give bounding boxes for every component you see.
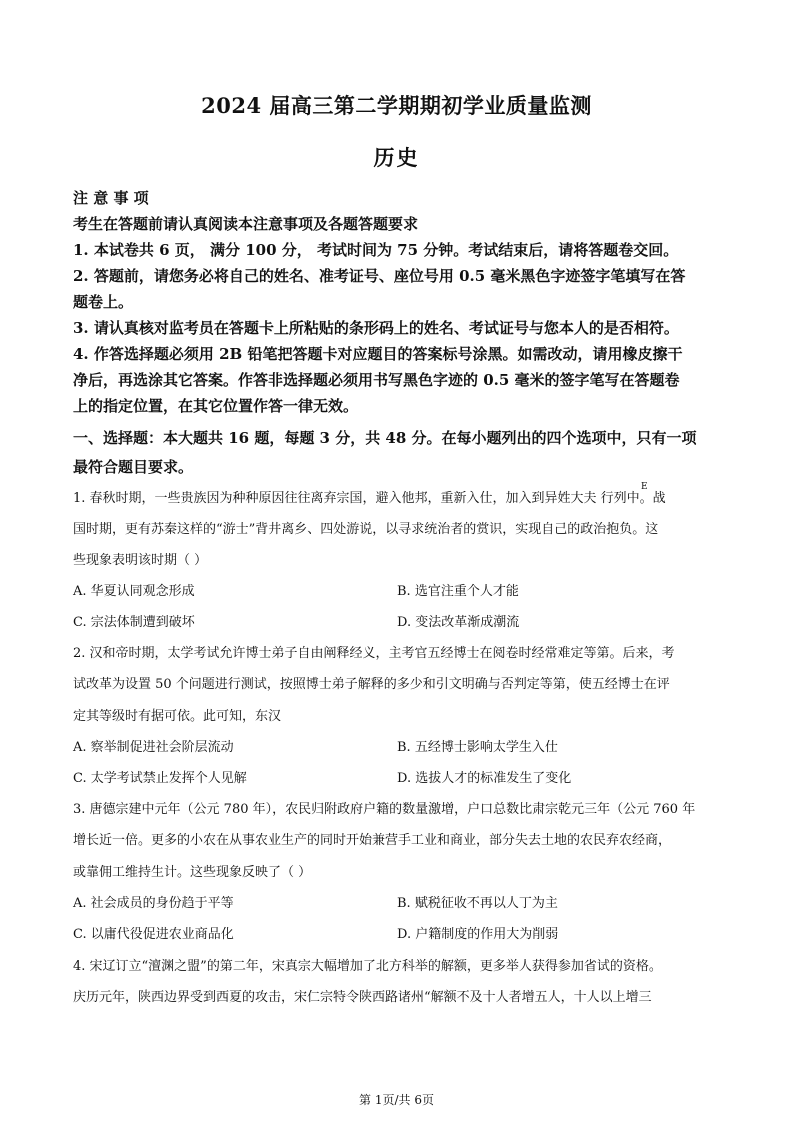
question-1-text: 国时期，更有苏秦这样的“游士”背井离乡、四处游说，以寻求统治者的赏识，实现自己的政治抱负。这: [73, 522, 659, 537]
question-2-option-c: C. 太学考试禁止发挥个人见解: [73, 771, 247, 786]
question-2-option-b: B. 五经博士影响太学生入仕: [397, 740, 558, 755]
question-2-text: 试改革为设置 50 个问题进行测试，按照博士弟子解释的多少和引文明确与否判定等第，使五经博士在评: [73, 677, 670, 692]
question-2-option-a: A. 察举制促进社会阶层流动: [73, 740, 234, 755]
notice-line: 3. 请认真核对监考员在答题卡上所粘贴的条形码上的姓名、考试证号与您本人的是否相符。: [73, 319, 679, 337]
question-2-option-d: D. 选拔人才的标准发生了变化: [397, 771, 572, 786]
notice-line: 上的指定位置，在其它位置作答一律无效。: [73, 397, 359, 415]
question-1-option-c: C. 宗法体制遭到破坏: [73, 615, 195, 630]
notice-line: 1. 本试卷共 6 页， 满分 100 分， 考试时间为 75 分钟。考试结束后，请将答题卷交回。: [73, 241, 679, 259]
notice-line: 题卷上。: [73, 293, 134, 311]
question-1-option-b: B. 选官注重个人才能: [397, 584, 519, 599]
question-1-option-a: A. 华夏认同观念形成: [73, 584, 195, 599]
section-heading: 一、选择题：本大题共 16 题，每题 3 分，共 48 分。在每小题列出的四个选项中，只有一项: [73, 429, 697, 447]
question-3-text: 3. 唐德宗建中元年（公元 780 年），农民归附政府户籍的数量激增，户口总数比肃宗乾元三年（公元 760 年: [73, 802, 696, 817]
small-mark: E: [641, 482, 648, 492]
question-4-text: 庆历元年，陕西边界受到西夏的攻击，宋仁宗特令陕西路诸州“解额不及十人者增五人，十人以上增三: [73, 990, 652, 1005]
page-number: 第 1页/共 6页: [359, 1093, 434, 1107]
notice-heading: 注 意 事 项: [73, 189, 149, 207]
subject-title: 历史: [373, 145, 420, 170]
notice-line: 4. 作答选择题必须用 2B 铅笔把答题卡对应题目的答案标号涂黑。如需改动，请用橡皮擦干: [73, 345, 683, 363]
question-3-option-d: D. 户籍制度的作用大为削弱: [397, 927, 559, 942]
question-3-text: 增长近一倍。更多的小农在从事农业生产的同时开始兼营手工业和商业，部分失去土地的农民弃农经商，: [73, 833, 672, 848]
question-2-text: 定其等级时有据可依。此可知，东汉: [73, 709, 282, 724]
notice-intro: 考生在答题前请认真阅读本注意事项及各题答题要求: [73, 215, 419, 233]
question-4-text: 4. 宋辽订立“澶渊之盟”的第二年，宋真宗大幅增加了北方科举的解额，更多举人获得参加省试的资格。: [73, 959, 662, 974]
question-3-option-a: A. 社会成员的身份趋于平等: [73, 896, 234, 911]
question-3-option-c: C. 以庸代役促进农业商品化: [73, 927, 234, 942]
notice-line: 2. 答题前，请您务必将自己的姓名、准考证号、座位号用 0.5 毫米黑色字迹签字笔填写在答: [73, 267, 686, 285]
section-heading: 最符合题目要求。: [73, 458, 194, 476]
question-3-option-b: B. 赋税征收不再以人丁为主: [397, 896, 558, 911]
question-2-text: 2. 汉和帝时期，太学考试允许博士弟子自由阐释经义，主考官五经博士在阅卷时经常难定等第。后来，考: [73, 646, 675, 661]
question-3-text: 或靠佣工维持生计。这些现象反映了（ ）: [73, 865, 312, 880]
notice-line: 净后，再选涂其它答案。作答非选择题必须用书写黑色字迹的 0.5 毫米的签字笔写在答题卷: [73, 371, 680, 389]
exam-title: 2024 届高三第二学期期初学业质量监测: [201, 93, 592, 118]
question-1-text: 些现象表明该时期（ ）: [73, 553, 208, 568]
question-1-option-d: D. 变法改革渐成潮流: [397, 615, 520, 630]
question-1-text: 1. 春秋时期，一些贵族因为种种原因往往离弃宗国，避入他邦，重新入仕，加入到异姓大夫 行列中。战: [73, 491, 666, 506]
